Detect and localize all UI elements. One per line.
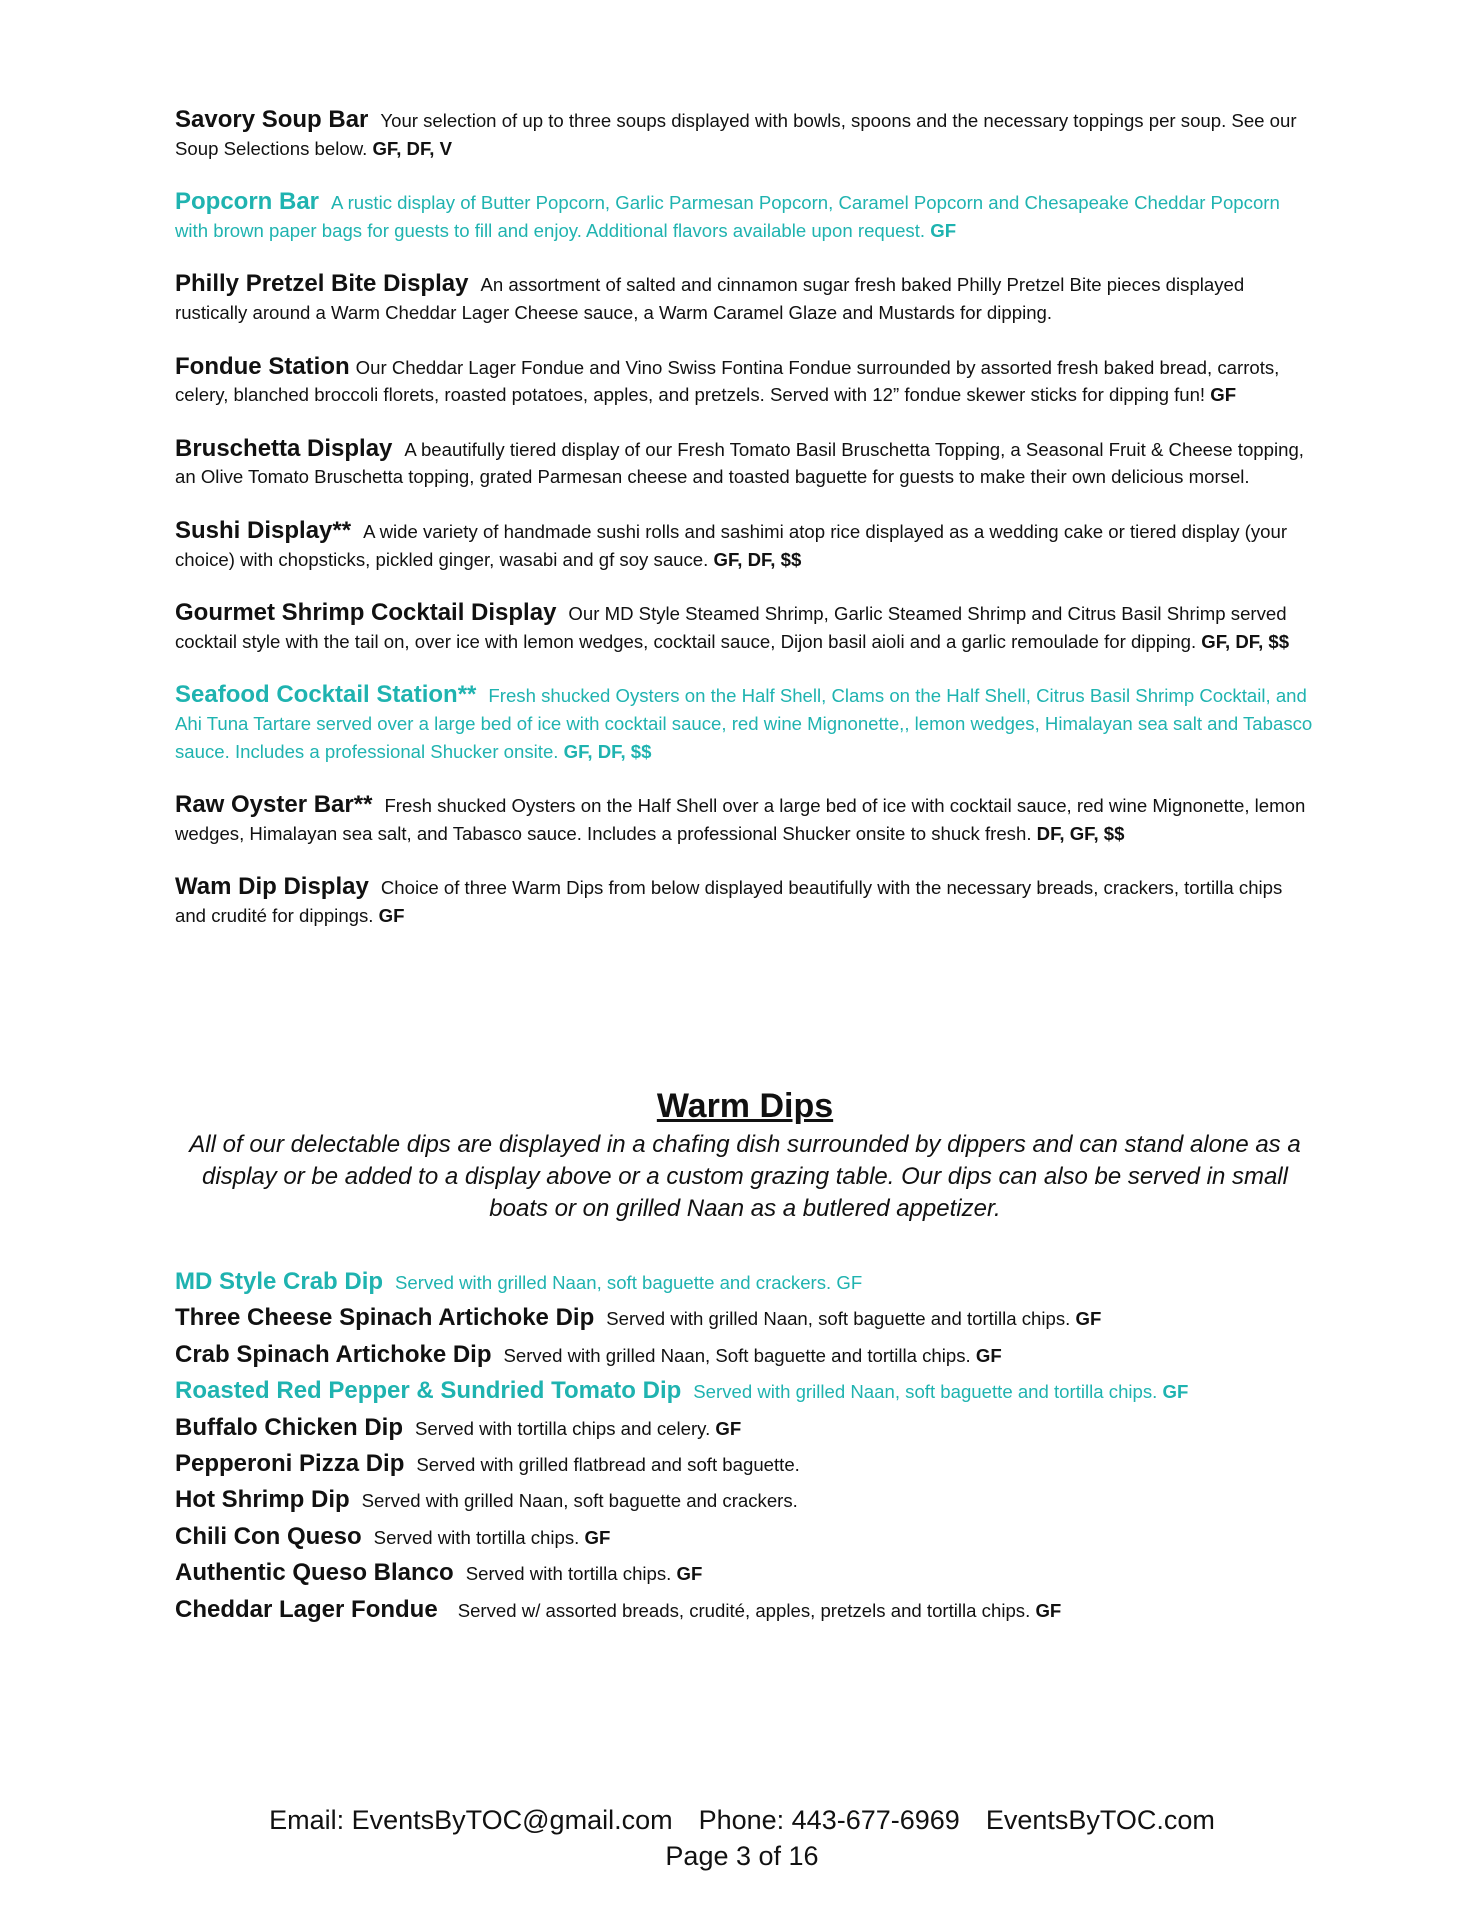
item-description: Fresh shucked Oysters on the Half Shell over a large bed of ice with cocktail sauce, red wine Mignonette, lemon wedges, Himalayan sea salt, and Tabasco sauce. Includes a professional Shucker onsite to shuck fresh. bbox=[175, 795, 1306, 844]
dip-description: Served w/ assorted breads, crudité, apples, pretzels and tortilla chips. bbox=[457, 1599, 1031, 1621]
item-description: Fresh shucked Oysters on the Half Shell, Clams on the Half Shell, Citrus Basil Shrimp Cocktail, and Ahi Tuna Tartare served over a large bed of ice with cocktail sauce, red wine Mignonette,, lemon wedges, Himalayan sea salt and Tabasco sauce. Includes a professional Shucker onsite. bbox=[175, 685, 1313, 762]
display-item bbox=[175, 681, 1315, 765]
section-heading: Warm Dips bbox=[656, 1087, 834, 1125]
dip-title: Hot Shrimp Dip bbox=[175, 1486, 350, 1514]
item-tags: GF, DF, $$ bbox=[1201, 630, 1290, 652]
item-title: Fondue Station bbox=[175, 352, 350, 380]
item-description: Your selection of up to three soups displayed with bowls, spoons and the necessary toppings per soup. See our Soup Selections below. bbox=[175, 110, 1297, 159]
display-item bbox=[175, 106, 1315, 162]
item-tags: GF bbox=[1210, 384, 1237, 406]
dip-item bbox=[175, 1555, 1315, 1591]
display-item bbox=[175, 188, 1315, 244]
dip-tags: GF bbox=[676, 1563, 703, 1585]
item-title: Gourmet Shrimp Cocktail Display bbox=[175, 599, 557, 627]
dip-item bbox=[175, 1519, 1315, 1555]
dip-item bbox=[175, 1373, 1315, 1409]
dip-title: Authentic Queso Blanco bbox=[175, 1559, 454, 1587]
item-title: Bruschetta Display bbox=[175, 434, 393, 462]
email-link[interactable]: Email: EventsByTOC@gmail.com bbox=[269, 1805, 673, 1835]
display-item bbox=[175, 791, 1315, 847]
item-description: A beautifully tiered display of our Fresh Tomato Basil Bruschetta Topping, a Seasonal Fruit & Cheese topping, an Olive Tomato Bruschetta topping, grated Parmesan cheese and toasted baguette for guests to make their own delicious morsel. bbox=[175, 438, 1304, 488]
dip-title: Roasted Red Pepper & Sundried Tomato Dip bbox=[175, 1377, 682, 1405]
item-description: Our MD Style Steamed Shrimp, Garlic Steamed Shrimp and Citrus Basil Shrimp served cocktail style with the tail on, over ice with lemon wedges, cocktail sauce, Dijon basil aioli and a garlic remoulade for dipping. bbox=[175, 603, 1287, 652]
item-description: A rustic display of Butter Popcorn, Garlic Parmesan Popcorn, Caramel Popcorn and Chesapeake Cheddar Popcorn with brown paper bags for guests to fill and enjoy. Additional flavors available upon request. bbox=[175, 192, 1280, 241]
dip-title: Cheddar Lager Fondue bbox=[175, 1595, 438, 1623]
item-tags: GF bbox=[378, 904, 405, 926]
contact-line bbox=[0, 1802, 1484, 1838]
page-number: Page 3 of 16 bbox=[665, 1841, 819, 1871]
item-title: Wam Dip Display bbox=[175, 873, 369, 901]
dip-description: Served with grilled Naan, soft baguette and tortilla chips. bbox=[693, 1381, 1158, 1403]
dip-item bbox=[175, 1264, 1315, 1300]
item-title: Seafood Cocktail Station** bbox=[175, 681, 477, 709]
item-tags: GF bbox=[930, 219, 957, 241]
displays-section bbox=[175, 106, 1315, 955]
dip-item bbox=[175, 1446, 1315, 1482]
item-description: Choice of three Warm Dips from below displayed beautifully with the necessary breads, crackers, tortilla chips and crudité for dippings. bbox=[175, 877, 1283, 926]
warm-dips-list bbox=[175, 1264, 1315, 1628]
dip-item bbox=[175, 1300, 1315, 1336]
dip-tags: GF bbox=[715, 1417, 742, 1439]
item-tags: GF, DF, $$ bbox=[563, 740, 652, 762]
dip-item bbox=[175, 1337, 1315, 1373]
item-title: Popcorn Bar bbox=[175, 188, 320, 216]
section-intro: All of our delectable dips are displayed in a chafing dish surrounded by dippers and can stand alone as a display or be added to a display above or a custom grazing table. Our dips can also be served in small boats or on grilled Naan as a butlered appetizer. bbox=[189, 1131, 1301, 1222]
item-tags: GF, DF, $$ bbox=[713, 548, 802, 570]
dip-description: Served with tortilla chips and celery. bbox=[415, 1417, 711, 1439]
dip-tags: GF bbox=[1162, 1381, 1189, 1403]
item-title: Raw Oyster Bar** bbox=[175, 791, 373, 819]
item-title: Philly Pretzel Bite Display bbox=[175, 270, 469, 298]
dip-item bbox=[175, 1482, 1315, 1518]
item-description: Our Cheddar Lager Fondue and Vino Swiss Fontina Fondue surrounded by assorted fresh baked bread, carrots, celery, blanched broccoli florets, roasted potatoes, apples, and pretzels. Served with 12” fondue skewer sticks for dipping fun! bbox=[175, 356, 1280, 406]
page-footer bbox=[0, 1802, 1484, 1874]
dip-title: MD Style Crab Dip bbox=[175, 1268, 384, 1295]
display-item bbox=[175, 873, 1315, 929]
display-item bbox=[175, 435, 1315, 491]
dip-title: Chili Con Queso bbox=[175, 1522, 362, 1550]
item-tags: DF, GF, $$ bbox=[1036, 822, 1125, 844]
website-link[interactable]: EventsByTOC.com bbox=[985, 1805, 1215, 1835]
item-description: A wide variety of handmade sushi rolls and sashimi atop rice displayed as a wedding cake or tiered display (your choice) with chopsticks, pickled ginger, wasabi and gf soy sauce. bbox=[175, 520, 1288, 570]
dip-tags: GF bbox=[584, 1526, 611, 1548]
dip-tags: GF bbox=[1075, 1308, 1102, 1330]
item-title: Sushi Display** bbox=[175, 516, 352, 544]
display-item bbox=[175, 599, 1315, 655]
phone-number[interactable]: Phone: 443-677-6969 bbox=[698, 1805, 960, 1835]
dip-tags: GF bbox=[975, 1344, 1002, 1366]
dip-description: Served with grilled Naan, Soft baguette and tortilla chips. bbox=[503, 1344, 971, 1366]
item-title: Savory Soup Bar bbox=[175, 106, 369, 133]
display-item bbox=[175, 517, 1315, 573]
dip-description: Served with tortilla chips. bbox=[465, 1563, 672, 1585]
dip-title: Pepperoni Pizza Dip bbox=[175, 1450, 405, 1478]
item-description: An assortment of salted and cinnamon sugar fresh baked Philly Pretzel Bite pieces displayed rustically around a Warm Cheddar Lager Cheese sauce, a Warm Caramel Glaze and Mustards for dipping. bbox=[175, 274, 1245, 323]
dip-item bbox=[175, 1410, 1315, 1446]
warm-dips-header bbox=[175, 1083, 1315, 1225]
dip-description: Served with grilled flatbread and soft baguette. bbox=[416, 1454, 800, 1476]
dip-tags: GF bbox=[1035, 1599, 1062, 1621]
dip-title: Crab Spinach Artichoke Dip bbox=[175, 1340, 492, 1368]
dip-title: Three Cheese Spinach Artichoke Dip bbox=[175, 1304, 595, 1332]
dip-description: Served with tortilla chips. bbox=[373, 1526, 580, 1548]
dip-description: Served with grilled Naan, soft baguette and tortilla chips. bbox=[606, 1308, 1071, 1330]
dip-description: Served with grilled Naan, soft baguette and crackers. GF bbox=[395, 1272, 863, 1293]
display-item bbox=[175, 353, 1315, 409]
dip-title: Buffalo Chicken Dip bbox=[175, 1413, 404, 1441]
dip-item bbox=[175, 1592, 1315, 1628]
dip-description: Served with grilled Naan, soft baguette and crackers. bbox=[361, 1490, 798, 1512]
item-tags: GF, DF, V bbox=[372, 137, 452, 159]
display-item bbox=[175, 270, 1315, 326]
